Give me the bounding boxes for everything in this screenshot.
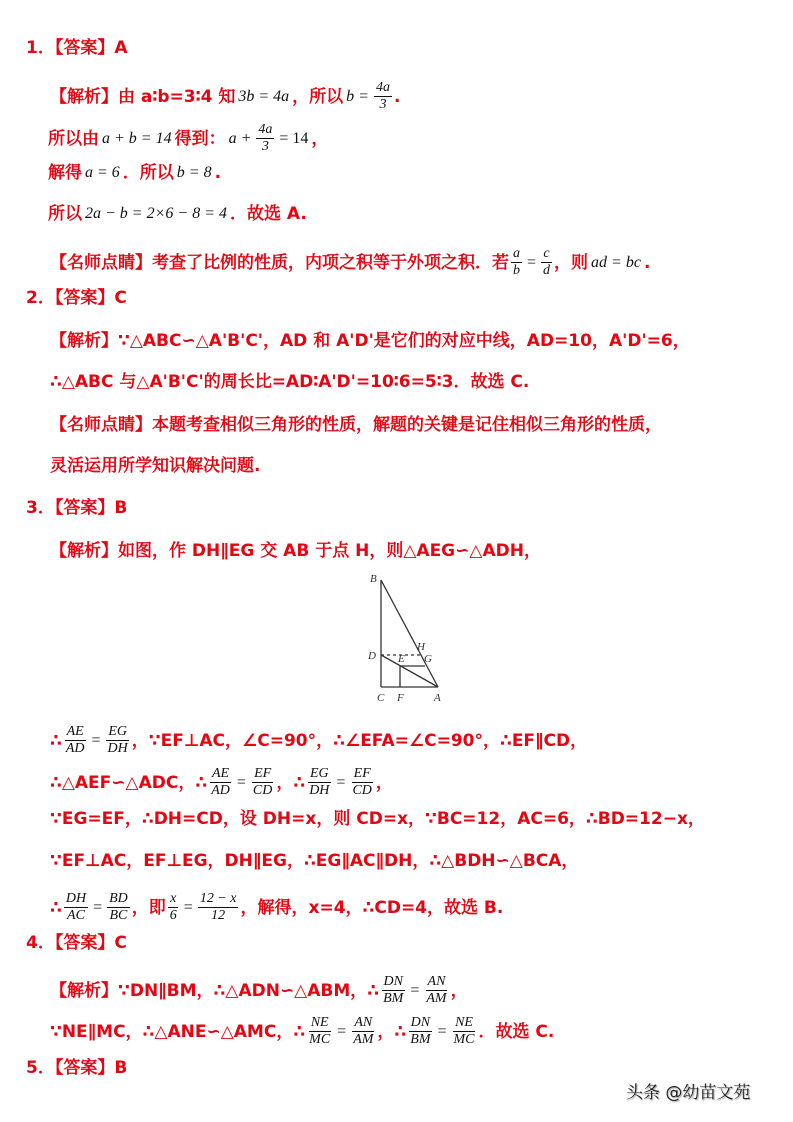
numerator: DN [383, 974, 403, 989]
text: ，∴ [377, 1021, 407, 1042]
text: 解得 [48, 163, 82, 183]
fraction [106, 724, 130, 757]
text: ，则 [554, 252, 589, 273]
svg-text:B: B [370, 573, 377, 585]
denominator: AC [67, 908, 85, 923]
fraction [424, 974, 448, 1007]
math-equation: 3b = 4a [238, 87, 290, 105]
text: ，∵EF⊥AC，∠C=90°，∴∠EFA=∠C=90°，∴EF∥CD， [131, 730, 588, 751]
denominator: AM [426, 991, 447, 1006]
q2-header-text: 2．【答案】C [26, 288, 127, 308]
fraction [168, 891, 179, 924]
text: ，解得，x=4，∴CD=4，故选 B. [240, 897, 504, 918]
denominator: 3 [261, 139, 269, 154]
denominator: b [513, 263, 520, 278]
math-text: = 14 [279, 129, 309, 147]
numerator: 12 − x [199, 891, 237, 906]
numerator: DN [410, 1015, 431, 1030]
tip-label: 【名师点睛】 [50, 252, 152, 273]
text: 所以 [48, 204, 82, 224]
math-equation: ad = bc [591, 253, 641, 271]
watermark: 头条 @幼苗文苑 [626, 1083, 751, 1103]
q1-tip: 【名师点睛】 考查了比例的性质，内项之积等于外项之积．若 $\frac{a}{b}$ = $\frac{c}{d}$ ，则 ad = bc . [50, 246, 651, 278]
svg-text:G: G [424, 653, 432, 665]
text: ∴ [50, 730, 62, 751]
text: 得到： [174, 128, 226, 149]
q5-answer-header [26, 1057, 127, 1079]
svg-text:E: E [398, 653, 405, 665]
text: ，所以 [292, 86, 344, 107]
svg-text:H: H [417, 641, 425, 653]
denominator: AM [353, 1032, 374, 1047]
numerator: DH [65, 891, 87, 906]
fraction [251, 766, 274, 799]
svg-text:C: C [377, 692, 385, 704]
text: ， [311, 128, 329, 149]
fraction [374, 80, 392, 113]
numerator: EF [353, 766, 371, 781]
fraction [350, 766, 373, 799]
fraction [256, 122, 274, 155]
numerator: EG [309, 766, 329, 781]
numerator: EF [254, 766, 272, 781]
q1-analysis-line4 [48, 203, 307, 225]
math-equation: 2a − b = 2×6 − 8 = 4 [85, 205, 227, 222]
q4-answer-header [26, 932, 127, 954]
q4-header-text: 4．【答案】C [26, 933, 127, 953]
numerator: x [170, 891, 177, 906]
numerator: AN [354, 1015, 373, 1030]
text: ， [375, 772, 393, 793]
math-equation: a = 6 [85, 164, 120, 181]
denominator: DH [309, 783, 330, 798]
numerator: NE [310, 1015, 329, 1030]
math-text: b = [346, 87, 369, 105]
q3-analysis-line6: ∴ $\frac{DH}{AC}$ = $\frac{BD}{BC}$ ，即 $\frac{x}{6}$ = $\frac{12 - x}{12}$ ，解得，x=4，∴CD=4，故选 B. [50, 891, 504, 923]
text: ， [450, 980, 468, 1001]
analysis-label: 【解析】 [50, 86, 118, 107]
denominator: BM [410, 1032, 431, 1047]
text: 所以由 [48, 128, 99, 149]
text: 本题考查相似三角形的性质，解题的关键是记住相似三角形的性质， [152, 415, 662, 435]
q2-analysis-line1 [50, 330, 690, 352]
fraction [107, 891, 130, 924]
text: 由 a∶b=3∶4 知 [118, 86, 236, 107]
denominator: DH [107, 741, 128, 756]
denominator: BM [383, 991, 404, 1006]
q2-tip-line1 [50, 414, 662, 436]
q2-tip-line2 [50, 455, 260, 477]
text: ，即 [131, 897, 166, 918]
fraction [541, 246, 552, 279]
q3-answer-header [26, 497, 127, 519]
q3-analysis-line5 [50, 850, 578, 872]
denominator: AD [65, 741, 85, 756]
text: ∵DN∥BM，∴△ADN∽△ABM，∴ [118, 980, 380, 1001]
text: ∵EF⊥AC，EF⊥EG，DH∥EG，∴EG∥AC∥DH，∴△BDH∽△BCA， [50, 851, 579, 871]
numerator: AE [66, 724, 84, 739]
text: ∵NE∥MC，∴△ANE∽△AMC，∴ [50, 1021, 306, 1042]
denominator: d [543, 263, 551, 278]
text: ∵EG=EF，∴DH=CD，设 DH=x，则 CD=x，∵BC=12，AC=6，∴BD=12−x， [50, 809, 705, 829]
denominator: AD [211, 783, 230, 798]
analysis-label: 【解析】 [50, 980, 118, 1001]
tip-label: 【名师点睛】 [50, 415, 152, 435]
text: ．所以 [122, 163, 174, 183]
denominator: CD [352, 783, 372, 798]
numerator: NE [455, 1015, 473, 1030]
numerator: 4a [375, 80, 390, 95]
numerator: EG [108, 724, 127, 739]
q2-analysis-line2 [50, 371, 529, 393]
text: ∴△ABC 与△A'B'C'的周长比=AD∶A'D'=10∶6=5∶3．故选 C. [50, 372, 530, 392]
denominator: 12 [211, 908, 226, 923]
denominator: 6 [169, 908, 177, 923]
q1-header-text: 1．【答案】A [26, 38, 128, 58]
text: . [393, 86, 401, 107]
analysis-label: 【解析】 [50, 541, 118, 561]
fraction [351, 1015, 375, 1048]
fraction [511, 246, 522, 279]
text: . [643, 252, 651, 273]
fraction [198, 891, 239, 924]
math-text: a + [228, 129, 252, 147]
geometry-figure [360, 570, 460, 705]
numerator: AE [211, 766, 230, 781]
triangle-diagram-icon [360, 570, 460, 705]
numerator: AN [427, 974, 446, 989]
svg-text:F: F [397, 692, 404, 704]
text: 如图，作 DH∥EG 交 AB 于点 H，则△AEG∽△ADH， [118, 541, 541, 561]
q3-analysis-line3: ∴△AEF∽△ADC，∴ $\frac{AE}{AD}$ = $\frac{EF}{CD}$ ，∴ $\frac{EG}{DH}$ = $\frac{EF}{CD}$ ， [50, 766, 393, 798]
denominator: MC [309, 1032, 331, 1047]
q3-header-text: 3．【答案】B [26, 498, 128, 518]
text: . [214, 163, 222, 183]
text: ．故选 C. [478, 1021, 555, 1042]
numerator: c [543, 246, 550, 261]
fraction [408, 1015, 432, 1048]
text: ∴△AEF∽△ADC，∴ [50, 772, 208, 793]
q3-analysis-line4 [50, 808, 705, 830]
math-equation: a + b = 14 [102, 129, 172, 147]
q1-analysis-line3 [48, 162, 221, 184]
denominator: BC [109, 908, 128, 923]
text: 考查了比例的性质，内项之积等于外项之积．若 [152, 252, 509, 273]
q4-analysis-line1: 【解析】 ∵DN∥BM，∴△ADN∽△ABM，∴ $\frac{DN}{BM}$ = $\frac{AN}{AM}$ ， [50, 974, 468, 1006]
analysis-label: 【解析】 [50, 331, 118, 351]
fraction [381, 974, 405, 1007]
fraction [209, 766, 232, 799]
denominator: CD [252, 783, 273, 798]
svg-text:A: A [434, 692, 441, 704]
fraction [307, 766, 331, 799]
q1-analysis-line2 [48, 122, 328, 155]
q5-header-text: 5．【答案】B [26, 1058, 128, 1078]
text: ．故选 A. [229, 204, 307, 224]
numerator: BD [109, 891, 128, 906]
fraction [64, 724, 87, 757]
q3-analysis-line1 [50, 540, 541, 562]
text: ∴ [50, 897, 62, 918]
q1-answer-header [26, 37, 128, 59]
fraction [64, 891, 88, 924]
fraction [452, 1015, 477, 1048]
text: ，∴ [276, 772, 306, 793]
text: ∵△ABC∽△A'B'C'，AD 和 A'D'是它们的对应中线，AD=10，A'D'=6， [118, 331, 690, 351]
text: 灵活运用所学知识解决问题. [50, 456, 261, 476]
svg-text:D: D [368, 650, 376, 662]
q2-answer-header [26, 287, 127, 309]
fraction [307, 1015, 332, 1048]
q3-analysis-line2: ∴ $\frac{AE}{AD}$ = $\frac{EG}{DH}$ ，∵EF⊥AC，∠C=90°，∴∠EFA=∠C=90°，∴EF∥CD， [50, 724, 588, 756]
numerator: 4a [258, 122, 273, 137]
q1-analysis-line1 [50, 80, 400, 113]
denominator: MC [453, 1032, 475, 1047]
numerator: a [513, 246, 520, 261]
math-equation: b = 8 [176, 164, 212, 181]
denominator: 3 [379, 97, 387, 112]
q4-analysis-line2: ∵NE∥MC，∴△ANE∽△AMC，∴ $\frac{NE}{MC}$ = $\frac{AN}{AM}$ ，∴ $\frac{DN}{BM}$ = $\frac{NE}{MC}$ ．故选 C. [50, 1015, 555, 1047]
